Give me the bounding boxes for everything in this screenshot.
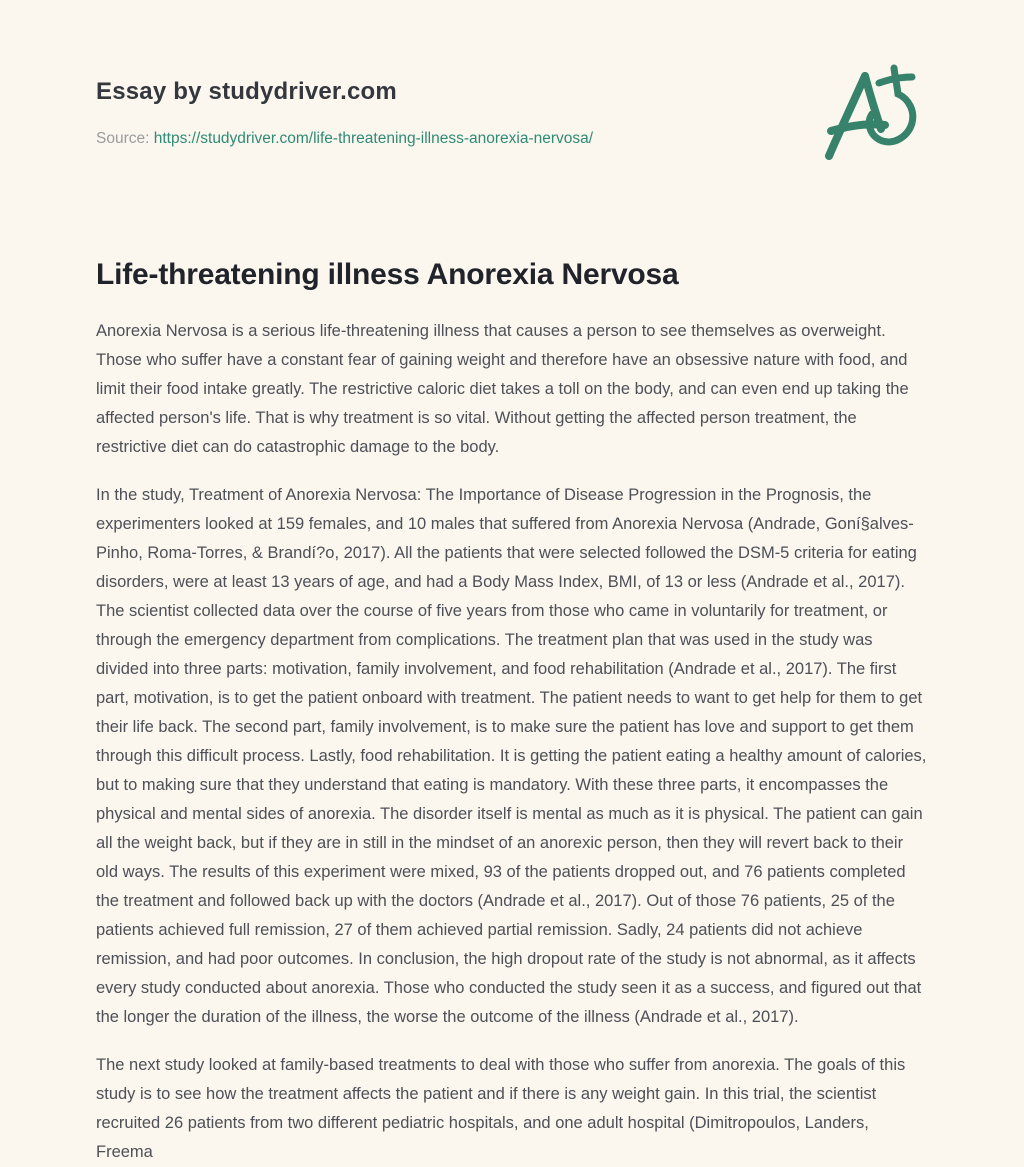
- essay-paragraph-1: Anorexia Nervosa is a serious life-threatening illness that causes a person to see themselves as overweight. Those who suffer have a constant fear of gaining weight and therefore have an obsessive nature with food, and limit their food intake greatly. The restrictive caloric diet takes a toll on the body, and can even end up taking the affected person's life. That is why treatment is so vital. Without getting the affected person treatment, the restrictive diet can do catastrophic damage to the body.: [96, 322, 909, 456]
- source-label: Source:: [96, 130, 150, 147]
- essay-paragraph-2: In the study, Treatment of Anorexia Nervosa: The Importance of Disease Progression in the Prognosis, the experimenters looked at 159 females, and 10 males that suffered from Anorexia Nervosa (Andrade, Goní§alves-Pinho, Roma-Torres, & Brandí?o, 2017). All the patients that were selected followed the DSM-5 criteria for eating disorders, were at least 13 years of age, and had a Body Mass Index, BMI, of 13 or less (Andrade et al., 2017). The scientist collected data over the course of five years from those who came in voluntarily for treatment, or through the emergency department from complications. The treatment plan that was used in the study was divided into three parts: motivation, family involvement, and food rehabilitation (Andrade et al., 2017). The first part, motivation, is to get the patient onboard with treatment. The patient needs to want to get help for them to get their life back. The second part, family involvement, is to make sure the patient has love and support to get them through this difficult process. Lastly, food rehabilitation. It is getting the patient eating a healthy amount of calories, but to making sure that they understand that eating is mandatory. With these three parts, it encompasses the physical and mental sides of anorexia. The disorder itself is mental as much as it is physical. The patient can gain all the weight back, but if they are in still in the mindset of an anorexic person, then they will revert back to their old ways. The results of this experiment were mixed, 93 of the patients dropped out, and 76 patients completed the treatment and followed back up with the doctors (Andrade et al., 2017). Out of those 76 patients, 25 of the patients achieved full remission, 27 of them achieved partial remission. Sadly, 24 patients did not achieve remission, and had poor outcomes. In conclusion, the high dropout rate of the study is not abnormal, as it affects every study conducted about anorexia. Those who conducted the study seen it as a success, and figured out that the longer the duration of the illness, the worse the outcome of the illness (Andrade et al., 2017).: [96, 486, 927, 1026]
- essay-body: [96, 317, 928, 1167]
- header-title: Essay by studydriver.com: [96, 78, 397, 105]
- essay-paragraph-3: The next study looked at family-based treatments to deal with those who suffer from anorexia. The goals of this study is to see how the treatment affects the patient and if there is any weight gain. In this trial, the scientist recruited 26 patients from two different pediatric hospitals, and one adult hospital (Dimitropoulos, Landers, Freema: [96, 1056, 906, 1161]
- page-header: [96, 78, 928, 148]
- essay-title: Life-threatening illness Anorexia Nervosa: [96, 258, 679, 291]
- source-url-link[interactable]: https://studydriver.com/life-threatening-illness-anorexia-nervosa/: [153, 130, 594, 147]
- source-line: [96, 130, 928, 148]
- studydriver-a-plus-logo-icon: [822, 64, 922, 166]
